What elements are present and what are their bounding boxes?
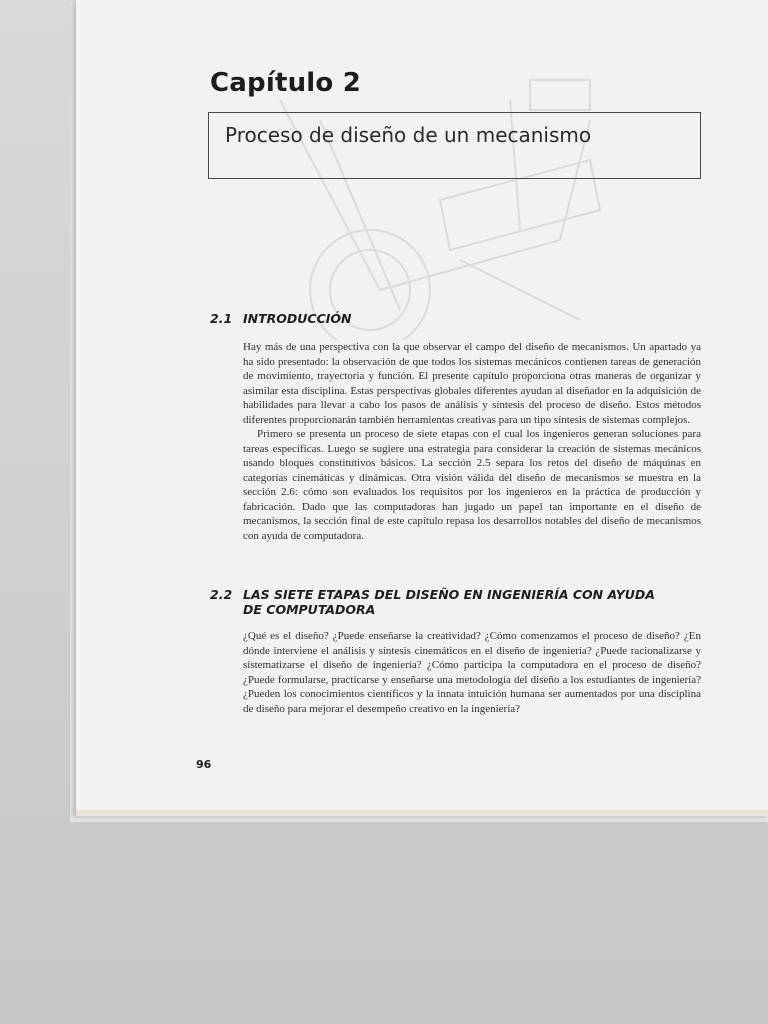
- section-title: LAS SIETE ETAPAS DEL DISEÑO EN INGENIERÍA CON AYUDA DE COMPUTADORA: [243, 587, 655, 617]
- section-number: 2.1: [210, 311, 233, 326]
- section-title: INTRODUCCIÓN: [243, 311, 352, 326]
- section-body: [243, 629, 701, 716]
- chapter-title: Capítulo 2: [210, 68, 362, 98]
- page-bottom-edge: [76, 810, 768, 816]
- paragraph: Primero se presenta un proceso de siete etapas con el cual los ingenieros generan soluciones para tareas específicas. Luego se sugiere una estrategia para considerar la creación de sistemas mecánicos usando bloques constitutivos básicos. La sección 2.5 separa los retos del diseño de máquinas en categorías cinemáticas y dinámicas. Otra visión válida del diseño de mecanismos se muestra en la sección 2.6: cómo son evaluados los requisitos por los ingenieros en la práctica de producción y fabricación. Dado que las computadoras han jugado un papel tan importante en el diseño de mecanismos, la sección final de este capítulo repasa los desarrollos notables del diseño de mecanismos con ayuda de computadora.: [243, 428, 701, 542]
- page-number: 96: [196, 758, 212, 771]
- section-body: [243, 340, 701, 543]
- paragraph: ¿Qué es el diseño? ¿Puede enseñarse la creatividad? ¿Cómo comenzamos el proceso de diseño? ¿En dónde interviene el análisis y síntesis cinemáticos en el diseño de ingeniería? ¿Puede racionalizarse y sistematizarse el diseño de ingeniería? ¿Cómo participa la computadora en el proceso de diseño? ¿Puede formularse, practicarse y enseñarse una metodología del diseño a los estudiantes de ingeniería? ¿Pueden los conocimientos científicos y la innata intuición humana ser aumentados por una disciplina de diseño para mejorar el desempeño creativo en la ingeniería?: [243, 630, 701, 715]
- show-through-illustration: [260, 60, 620, 340]
- chapter-subtitle-box: [208, 112, 701, 179]
- paragraph: Hay más de una perspectiva con la que observar el campo del diseño de mecanismos. Un apartado ya ha sido presentado: la observación de que todos los sistemas mecánicos contienen tareas de generación de movimiento, trayectoria y función. El presente capítulo proporciona otras maneras de organizar y asimilar esta disciplina. Estas perspectivas globales diferentes ayudan al diseñador en la adquisición de habilidades para llevar a cabo los pasos de análisis y síntesis del proceso de diseño. Estos métodos diferentes proporcionarán también herramientas creativas para un tipo síntesis de sistemas complejos.: [243, 341, 701, 426]
- chapter-subtitle: Proceso de diseño de un mecanismo: [225, 123, 592, 147]
- section-number: 2.2: [210, 587, 233, 602]
